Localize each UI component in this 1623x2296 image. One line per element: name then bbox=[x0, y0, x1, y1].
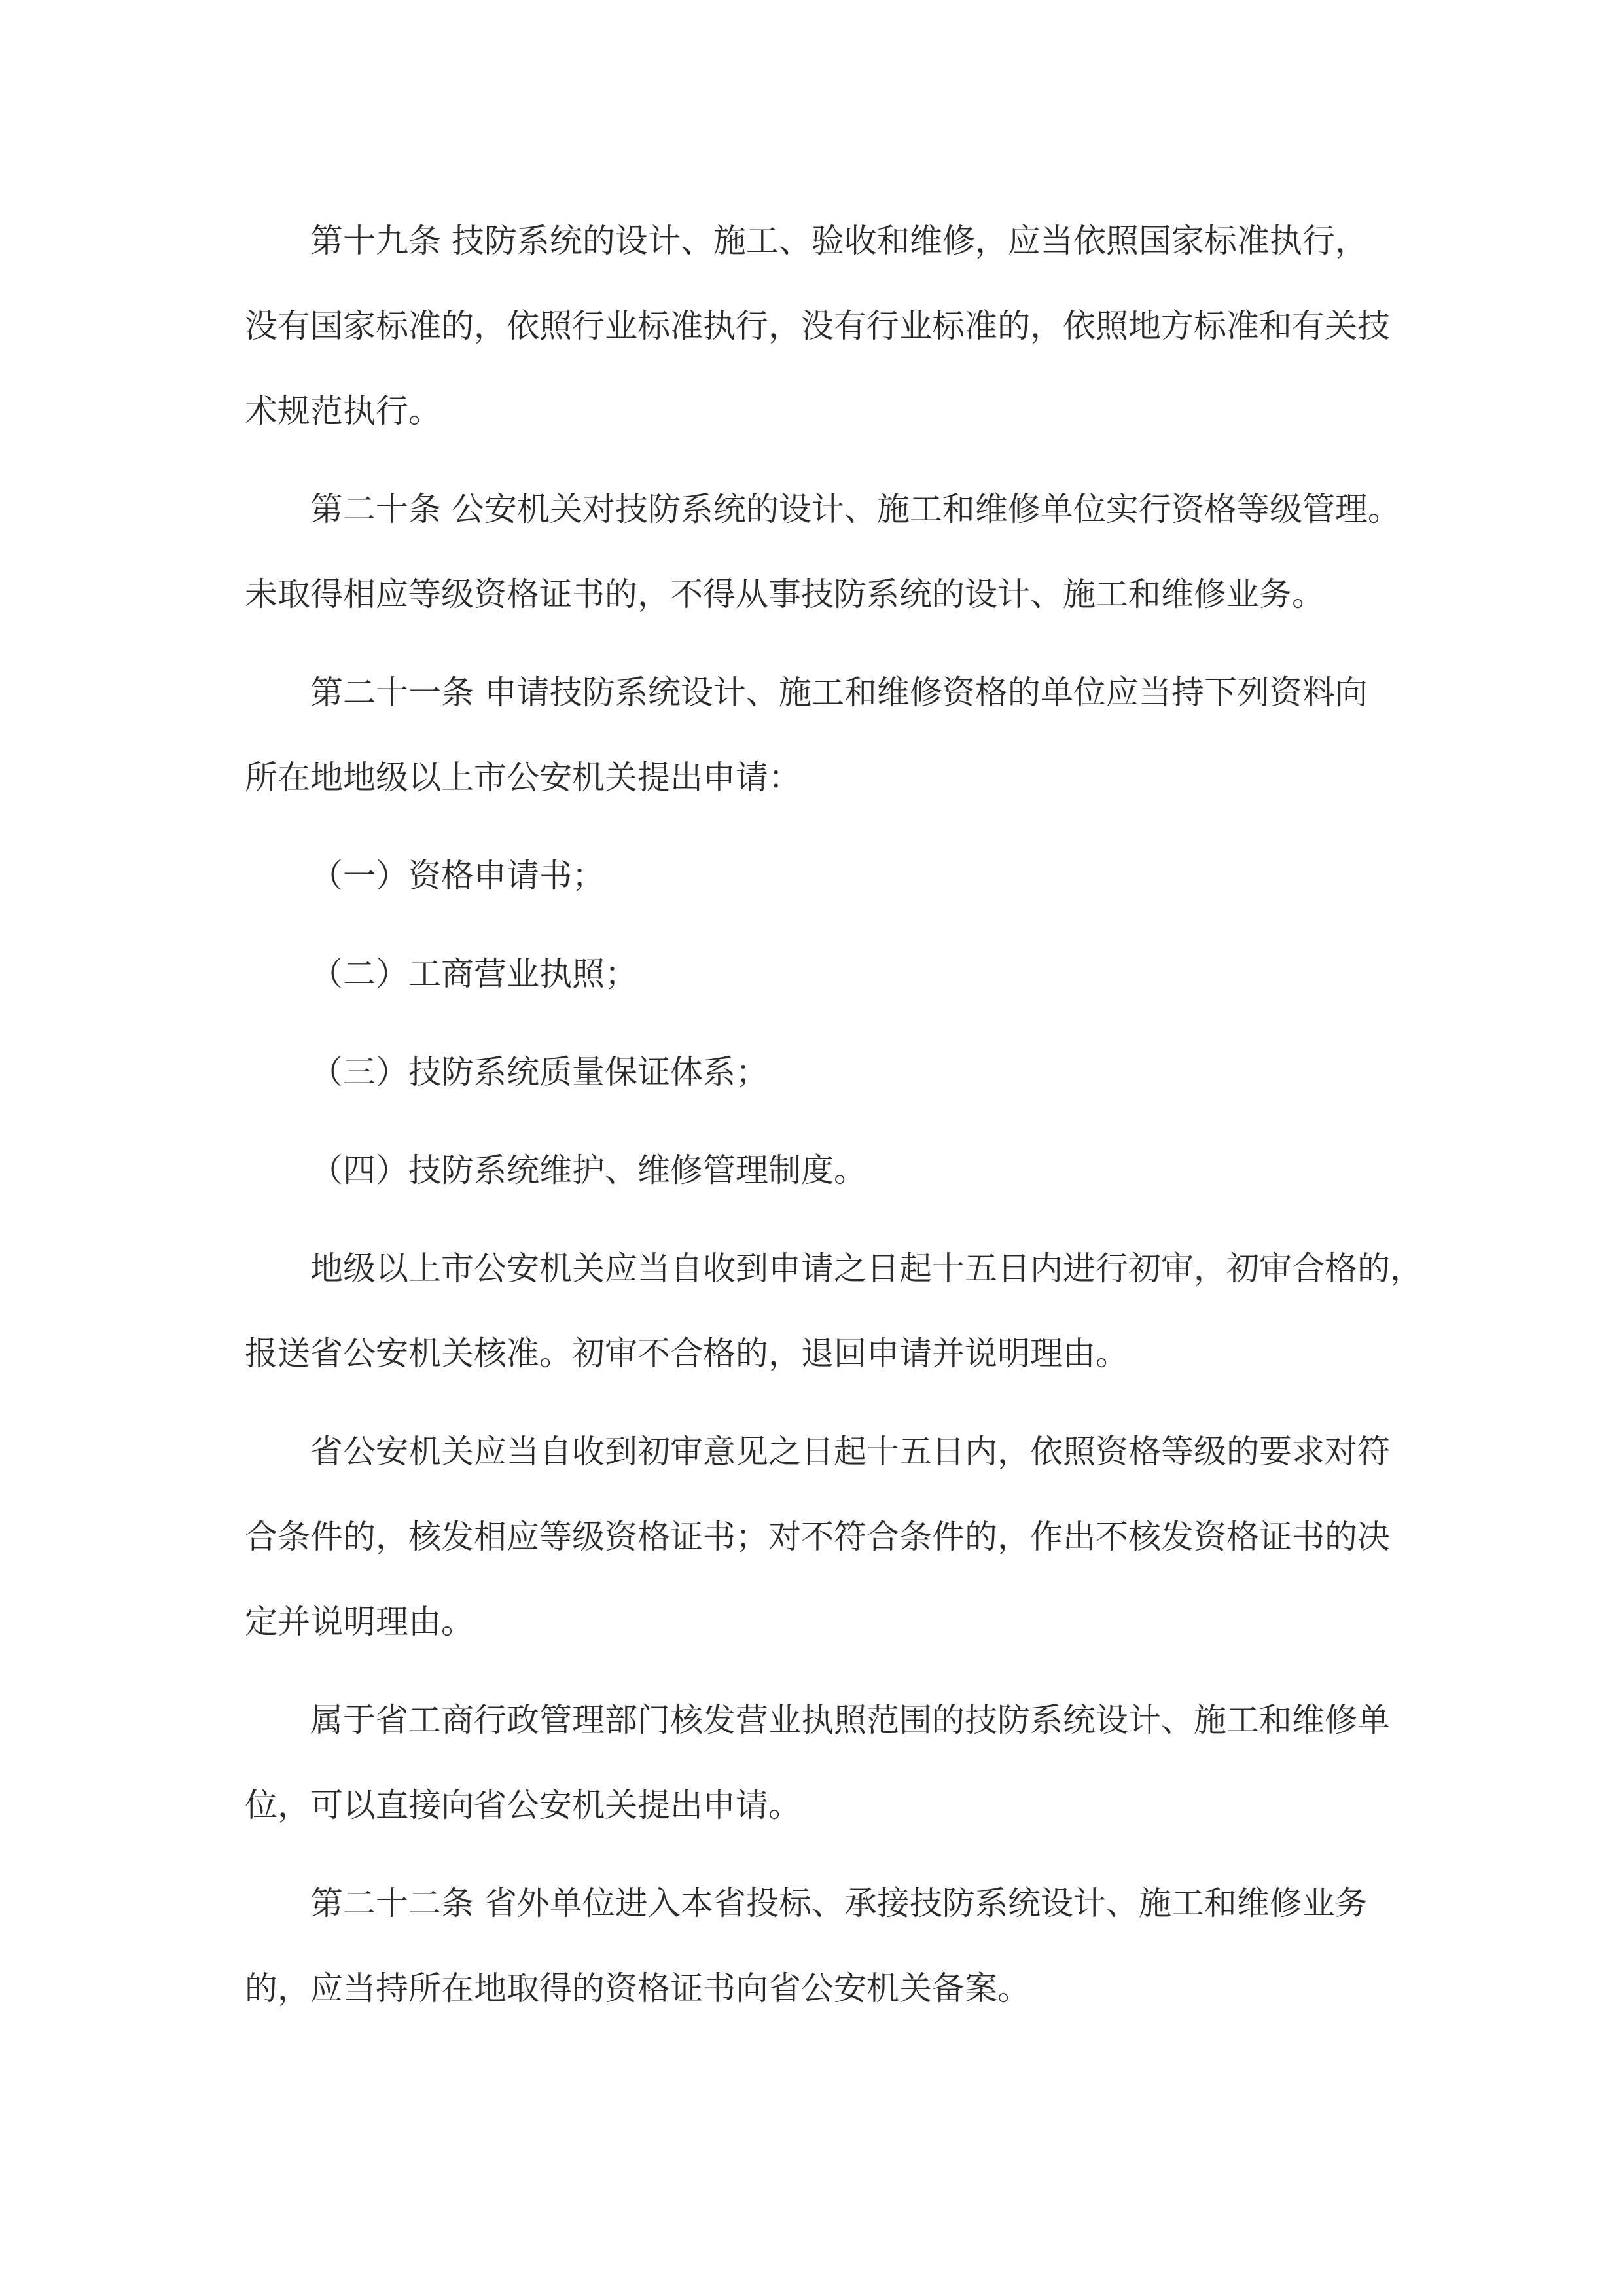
article-21-line-1: 第二十一条 申请技防系统设计、施工和维修资格的单位应当持下列资料向 bbox=[310, 673, 1368, 711]
paragraph-approval-line-2: 合条件的，核发相应等级资格证书；对不符合条件的，作出不核发资格证书的决 bbox=[245, 1518, 1390, 1556]
article-21-line-2: 所在地地级以上市公安机关提出申请： bbox=[245, 759, 801, 797]
article-19-line-2: 没有国家标准的，依照行业标准执行，没有行业标准的，依照地方标准和有关技 bbox=[245, 307, 1390, 345]
list-item-1: （一）资格申请书； bbox=[310, 857, 605, 895]
paragraph-review-line-1: 地级以上市公安机关应当自收到申请之日起十五日内进行初审，初审合格的， bbox=[310, 1249, 1423, 1287]
paragraph-approval-line-3: 定并说明理由。 bbox=[245, 1603, 474, 1641]
list-item-3: （三）技防系统质量保证体系； bbox=[310, 1053, 768, 1091]
article-22-line-1: 第二十二条 省外单位进入本省投标、承接技防系统设计、施工和维修业务 bbox=[310, 1884, 1368, 1922]
paragraph-approval-line-1: 省公安机关应当自收到初审意见之日起十五日内，依照资格等级的要求对符 bbox=[310, 1433, 1390, 1471]
article-20-line-1: 第二十条 公安机关对技防系统的设计、施工和维修单位实行资格等级管理。 bbox=[310, 490, 1400, 528]
article-19-line-3: 术规范执行。 bbox=[245, 392, 441, 430]
article-19-line-1: 第十九条 技防系统的设计、施工、验收和维修，应当依照国家标准执行， bbox=[310, 222, 1368, 260]
paragraph-direct-line-1: 属于省工商行政管理部门核发营业执照范围的技防系统设计、施工和维修单 bbox=[310, 1701, 1390, 1739]
paragraph-direct-line-2: 位，可以直接向省公安机关提出申请。 bbox=[245, 1786, 801, 1824]
list-item-2: （二）工商营业执照； bbox=[310, 955, 637, 993]
list-item-4: （四）技防系统维护、维修管理制度。 bbox=[310, 1151, 866, 1189]
paragraph-review-line-2: 报送省公安机关核准。初审不合格的，退回申请并说明理由。 bbox=[245, 1335, 1128, 1372]
article-20-line-2: 未取得相应等级资格证书的，不得从事技防系统的设计、施工和维修业务。 bbox=[245, 575, 1325, 613]
article-22-line-2: 的，应当持所在地取得的资格证书向省公安机关备案。 bbox=[245, 1969, 1030, 2007]
